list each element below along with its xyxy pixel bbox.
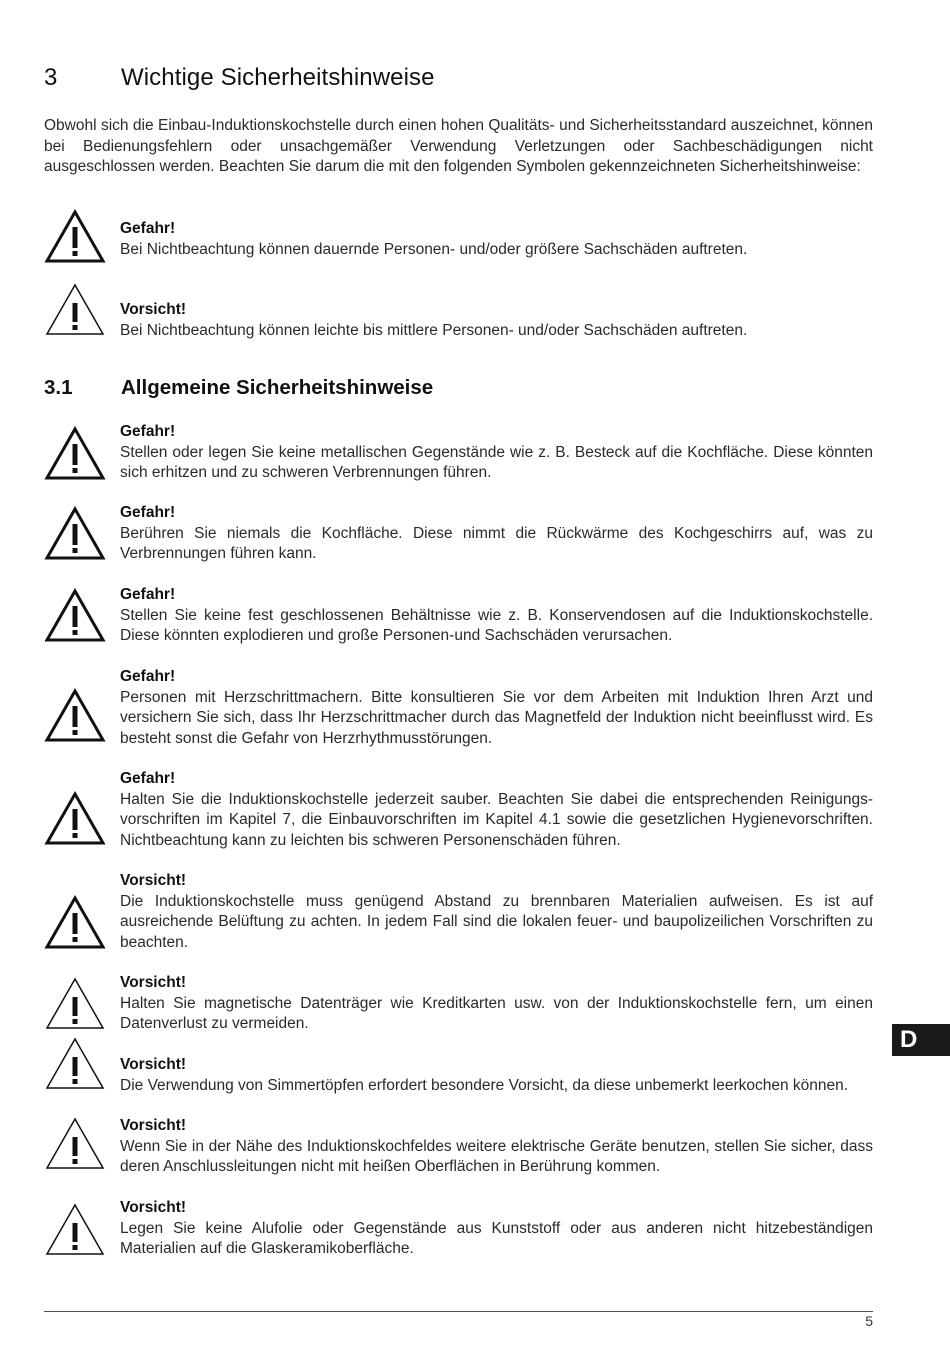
notice-title: Gefahr! (120, 668, 176, 685)
warning-triangle-icon (44, 209, 106, 265)
notice-text: Bei Nichtbeachtung können dauernde Personen- und/oder größere Sachschäden auftreten. (120, 240, 748, 258)
notice-text: Wenn Sie in der Nähe des Induktionskochfeldes weitere elektrische Geräte benutzen, stellen Sie sicher, dass deren Anschlussleitungen nicht mit heißen Oberflächen in Berührung kommen. (120, 1137, 873, 1175)
notice-text: Die Induktionskochstelle muss genügend Abstand zu brennbaren Materialien aufweisen. Es ist auf ausreichende Belüftung zu achten. In jedem Fall sind die lokalen feuer- und baupolizeilichen Vorschriften zu beachten. (120, 892, 873, 951)
warning-triangle-icon (44, 895, 106, 951)
footer-divider (44, 1311, 873, 1312)
notice-title: Vorsicht! (120, 1117, 187, 1134)
notice-title: Gefahr! (120, 586, 176, 603)
page-number: 5 (865, 1313, 873, 1329)
section-number: 3 (44, 64, 58, 91)
warning-triangle-icon (44, 426, 106, 482)
caution-triangle-icon (44, 1116, 106, 1172)
notice-title: Gefahr! (120, 423, 176, 440)
section-title: Wichtige Sicherheitshinweise (121, 64, 435, 91)
notice-text: Bei Nichtbeachtung können leichte bis mittlere Personen- und/oder Sachschäden auftreten. (120, 321, 748, 339)
warning-triangle-icon (44, 506, 106, 562)
notice-text: Halten Sie magnetische Datenträger wie Kreditkarten usw. von der Induktionskochstelle fern, um einen Datenverlust zu vermeiden. (120, 994, 873, 1032)
caution-triangle-icon (44, 1036, 106, 1092)
notice-title: Vorsicht! (120, 872, 187, 889)
intro-paragraph: Obwohl sich die Einbau-Induktionskochstelle durch einen hohen Qualitäts- und Sicherheitsstandard auszeichnet, können bei Bedienungsfehlern oder unsachgemäßer Verwendung Verletzungen oder Sachbeschädigungen nicht ausgeschlossen werden. Beachten Sie darum die mit den folgenden Symbolen gekennzeichneten Sicherheitshinweise: (44, 117, 873, 175)
notice-text: Berühren Sie niemals die Kochfläche. Diese nimmt die Rückwärme des Kochgeschirrs auf, was zu Verbrennungen führen kann. (120, 524, 873, 562)
notice-title: Gefahr! (120, 504, 176, 521)
notice-text: Stellen oder legen Sie keine metallischen Gegenstände wie z. B. Besteck auf die Kochfläche. Diese könnten sich erhitzen und zu schweren Verbrennungen führen. (120, 443, 873, 481)
warning-triangle-icon (44, 688, 106, 744)
caution-triangle-icon (44, 282, 106, 338)
notice-title: Vorsicht! (120, 1199, 187, 1216)
subsection-title: Allgemeine Sicherheitshinweise (121, 376, 434, 399)
notice-text: Stellen Sie keine fest geschlossenen Behältnisse wie z. B. Konservendosen auf die Induktionskochstelle. Diese könnten explodieren und große Personen-und Sachschäden verursachen. (120, 606, 873, 644)
notice-title: Vorsicht! (120, 301, 187, 318)
warning-triangle-icon (44, 791, 106, 847)
caution-triangle-icon (44, 1202, 106, 1258)
subsection-number: 3.1 (44, 376, 73, 399)
notice-title: Vorsicht! (120, 974, 187, 991)
caution-triangle-icon (44, 976, 106, 1032)
notice-text: Personen mit Herzschrittmachern. Bitte konsultieren Sie vor dem Arbeiten mit Induktion Ihren Arzt und versichern Sie sich, dass Ihr Herzschrittmacher durch das Magnetfeld der Induktion nicht beeinflusst wird. Es besteht sonst die Gefahr von Herzrhythmusstörungen. (120, 688, 873, 747)
language-tab: D (892, 1024, 950, 1056)
notice-text: Halten Sie die Induktionskochstelle jederzeit sauber. Beachten Sie dabei die entsprechenden Reinigungsvorschriften im Kapitel 7, die Einbauvorschriften im Kapitel 4.1 sowie die gesetzlichen Hygienevorschriften. Nichtbeachtung kann zu leichten bis schweren Personenschäden führen. (120, 790, 873, 849)
notice-text: Legen Sie keine Alufolie oder Gegenstände aus Kunststoff oder aus anderen nicht hitzebeständigen Materialien auf die Glaskeramikoberfläche. (120, 1219, 873, 1257)
notice-title: Gefahr! (120, 220, 176, 237)
notice-title: Vorsicht! (120, 1056, 187, 1073)
warning-triangle-icon (44, 588, 106, 644)
notice-title: Gefahr! (120, 770, 176, 787)
notice-text: Die Verwendung von Simmertöpfen erfordert besondere Vorsicht, da diese unbemerkt leerkochen können. (120, 1076, 849, 1094)
